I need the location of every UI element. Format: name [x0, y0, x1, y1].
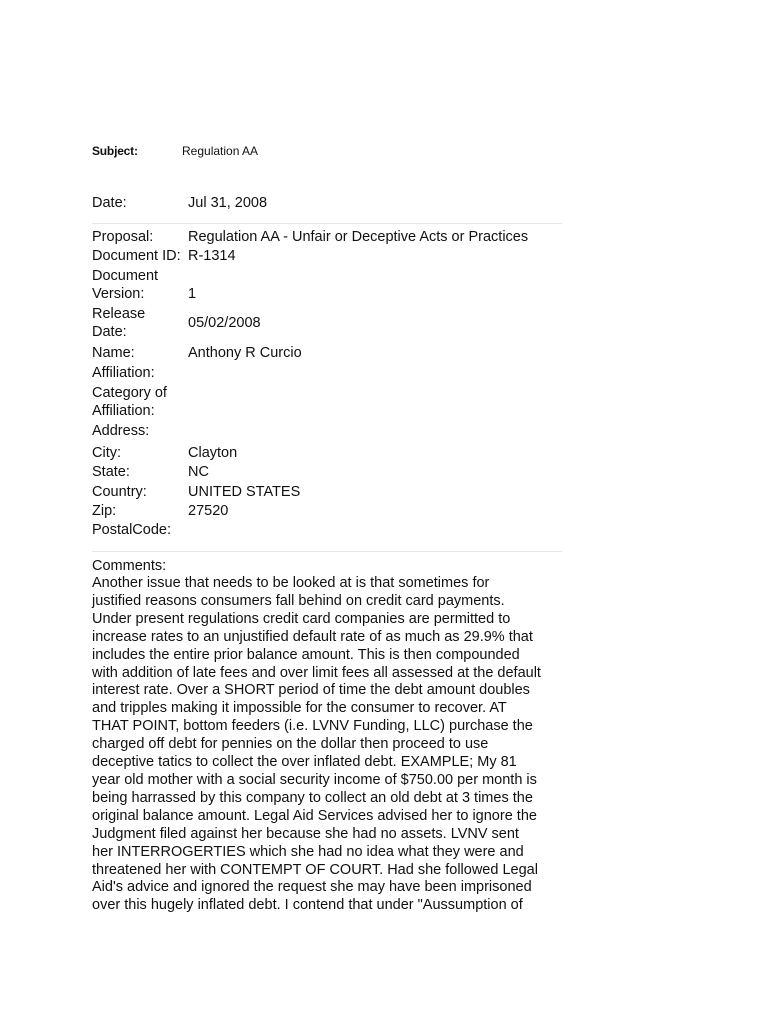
release-date-value: 05/02/2008 [188, 315, 261, 331]
proposal-label: Proposal: [92, 229, 154, 245]
document-version-label [92, 267, 188, 303]
name-label: Name: [92, 345, 135, 361]
comment-line: justified reasons consumers fall behind on credit card payments. [92, 592, 505, 609]
document-id-value: R-1314 [188, 248, 236, 264]
divider [92, 223, 562, 224]
comments-body [92, 575, 572, 915]
subject-value: Regulation AA [182, 144, 259, 158]
document-version-label-line1: Document [92, 268, 159, 284]
comment-line: year old mother with a social security income of $750.00 per month is [92, 771, 537, 788]
date-value: Jul 31, 2008 [188, 195, 268, 211]
date-section [92, 194, 562, 212]
document-id-label: Document ID: [92, 248, 181, 264]
release-date-label [92, 305, 188, 341]
zip-label: Zip: [92, 503, 117, 519]
comment-line: being harrassed by this company to collect an old debt at 3 times the [92, 789, 533, 806]
document-version-label-line2: Version: [92, 286, 145, 302]
affiliation-row [92, 364, 562, 382]
document-version-value: 1 [188, 286, 197, 302]
document-version-row [92, 267, 562, 303]
comment-line: THAT POINT, bottom feeders (i.e. LVNV Funding, LLC) purchase the [92, 718, 533, 735]
release-date-row [92, 305, 562, 341]
proposal-section [92, 228, 562, 440]
name-row [92, 344, 562, 362]
state-row [92, 463, 562, 481]
comment-line: Another issue that needs to be looked at is that sometimes for [92, 575, 490, 591]
date-label: Date: [92, 195, 127, 211]
country-value: UNITED STATES [188, 484, 301, 500]
proposal-value: Regulation AA - Unfair or Deceptive Acts or Practices [188, 229, 529, 245]
divider [92, 551, 562, 552]
affiliation-label: Affiliation: [92, 365, 155, 381]
address-row [92, 422, 562, 440]
comment-line: increase rates to an unjustified default rate of as much as 29.9% that [92, 628, 533, 645]
comment-line: Aid's advice and ignored the request she may have been imprisoned [92, 879, 532, 896]
comment-line: includes the entire prior balance amount. This is then compounded [92, 646, 520, 663]
comment-line: over this hugely inflated debt. I contend that under "Aussumption of [92, 897, 523, 914]
comment-line: deceptive tatics to collect the over inflated debt. EXAMPLE; My 81 [92, 754, 517, 771]
location-section [92, 444, 562, 539]
country-row [92, 483, 562, 501]
comment-line: and tripples making it impossible for the consumer to recover. AT [92, 700, 507, 717]
release-date-label-line1: Release [92, 306, 146, 322]
city-row [92, 444, 562, 462]
state-value: NC [188, 464, 209, 480]
name-value: Anthony R Curcio [188, 345, 302, 361]
subject-label: Subject: [92, 144, 138, 158]
comment-line: her INTERROGERTIES which she had no idea what they were and [92, 843, 524, 860]
comment-line: interest rate. Over a SHORT period of time the debt amount doubles [92, 682, 530, 699]
city-label: City: [92, 445, 121, 461]
comment-line: Judgment filed against her because she had no assets. LVNV sent [92, 825, 519, 842]
comment-line: charged off debt for pennies on the dollar then proceed to use [92, 736, 489, 753]
comment-line: original balance amount. Legal Aid Services advised her to ignore the [92, 807, 537, 824]
zip-row [92, 502, 562, 520]
category-label [92, 384, 188, 420]
country-label: Country: [92, 484, 147, 500]
proposal-row [92, 228, 562, 246]
comment-line: with addition of late fees and over limit fees all assessed at the default [92, 664, 541, 681]
comment-line: threatened her with CONTEMPT OF COURT. Had she followed Legal [92, 861, 538, 878]
document-id-row [92, 247, 562, 265]
state-label: State: [92, 464, 130, 480]
date-row [92, 194, 562, 212]
comment-line: Under present regulations credit card companies are permitted to [92, 610, 511, 627]
postal-code-label: PostalCode: [92, 522, 171, 538]
category-label-line1: Category of [92, 385, 167, 401]
zip-value: 27520 [188, 503, 229, 519]
comments-label: Comments: [92, 558, 167, 574]
city-value: Clayton [188, 445, 238, 461]
postal-code-row [92, 521, 562, 539]
address-label: Address: [92, 423, 150, 439]
category-label-line2: Affiliation: [92, 403, 155, 419]
category-row [92, 384, 562, 420]
release-date-label-line2: Date: [92, 324, 127, 340]
